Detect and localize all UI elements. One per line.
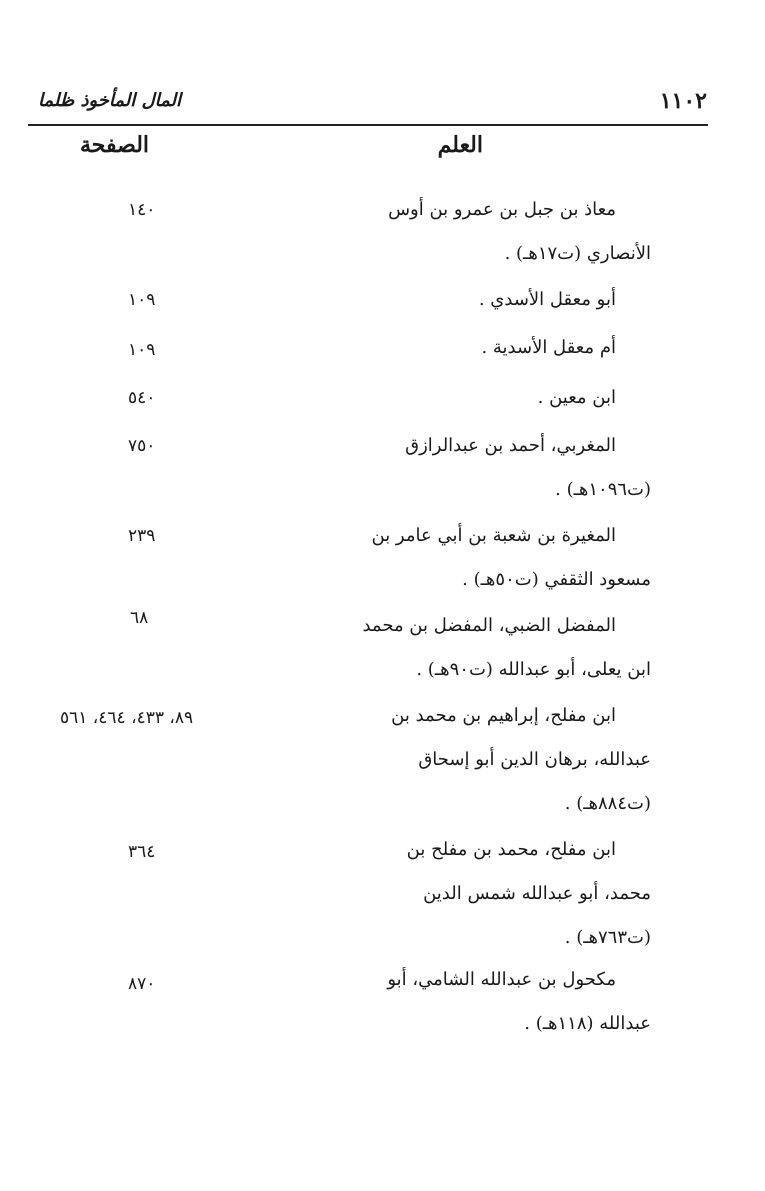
entry-name-line: المغيرة بن شعبة بن أبي عامر بن [371,525,616,546]
entry-pages: ١٤٠ [128,200,156,220]
column-header-page: الصفحة [80,132,150,158]
index-entry [351,188,651,276]
entry-name-line: أم معقل الأسدية . [481,337,616,358]
index-entry [351,694,651,826]
entry-pages: ٨٧٠ [128,974,156,994]
entry-name-line: ابن يعلى، أبو عبدالله (ت٩٠هـ) . [416,659,651,680]
entry-name-line: عبدالله (١١٨هـ) . [524,1013,651,1034]
entry-name-line: ابن مفلح، إبراهيم بن محمد بن [391,705,616,726]
entry-pages: ٧٥٠ [128,436,156,456]
entry-name-line: ابن معين . [537,387,616,408]
column-header-name: العلم [437,132,483,158]
entry-name-line: (ت٧٦٣هـ) . [564,927,651,948]
entry-name-line: عبدالله، برهان الدين أبو إسحاق [418,749,651,770]
entry-pages: ٨٩، ٤٣٣، ٤٦٤، ٥٦١ [60,708,194,728]
book-title: المال المأخوذ ظلما [38,90,181,111]
entry-pages: ٢٣٩ [128,526,156,546]
entry-name-line: (ت١٠٩٦هـ) . [555,479,651,500]
entry-pages: ١٠٩ [128,290,156,310]
index-entry [351,514,651,602]
entry-name-line: الأنصاري (ت١٧هـ) . [504,243,651,264]
entry-name-line: ابن مفلح، محمد بن مفلح بن [406,839,616,860]
entry-name-line: أبو معقل الأسدي . [478,289,616,310]
entry-pages: ٦٨ [130,608,149,628]
header-rule [28,124,708,126]
entry-name-line: محمد، أبو عبدالله شمس الدين [423,883,651,904]
entry-pages: ١٠٩ [128,340,156,360]
entry-name-line: معاذ بن جبل بن عمرو بن أوس [388,199,616,220]
entry-name-line: (ت٨٨٤هـ) . [564,793,651,814]
index-entry [351,278,651,322]
entry-pages: ٣٦٤ [128,842,156,862]
entry-name-line: مسعود الثقفي (ت٥٠هـ) . [462,569,651,590]
index-entry [351,828,651,960]
entry-pages: ٥٤٠ [128,388,156,408]
index-entry [351,376,651,420]
page-number: ١١٠٢ [659,88,707,114]
index-entry [351,424,651,512]
entry-name-line: مكحول بن عبدالله الشامي، أبو [387,969,616,990]
entry-name-line: المغربي، أحمد بن عبدالرازق [405,435,616,456]
entry-name-line: المفضل الضبي، المفضل بن محمد [362,615,616,636]
index-entry [351,326,651,370]
index-entry [351,604,651,692]
index-entry [351,958,651,1046]
